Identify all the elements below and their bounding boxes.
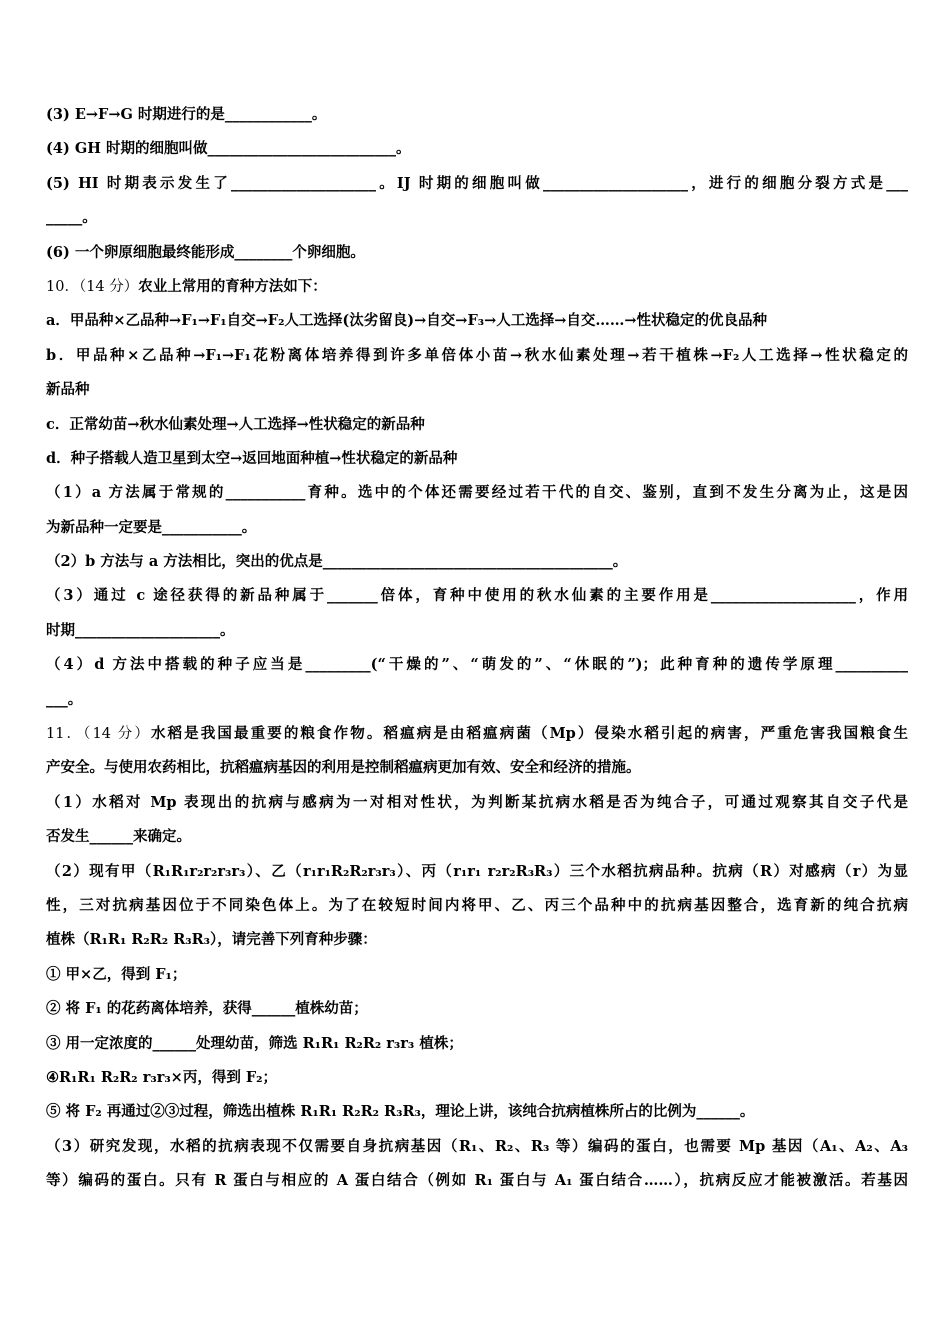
method-d: d．种子搭载人造卫星到太空→返回地面种植→性状稳定的新品种 bbox=[46, 449, 458, 467]
method-a: a．甲品种×乙品种→F₁→F₁自交→F₂人工选择(汰劣留良)→自交→F₃→人工选择→自交……→性状稳定的优良品种 bbox=[46, 312, 768, 330]
question-10-part-3: （3）通过 c 途径获得的新品种属于_______倍体，育种中使用的秋水仙素的主要作用是____________________，作用 bbox=[46, 587, 908, 605]
method-c: c．正常幼苗→秋水仙素处理→人工选择→性状稳定的新品种 bbox=[46, 415, 425, 433]
question-10-part-4-cont: ___。 bbox=[46, 690, 83, 708]
question-11-number: 11．（14 分） bbox=[46, 726, 151, 743]
question-9-part-3: (3) E→F→G 时期进行的是____________。 bbox=[46, 106, 327, 123]
question-11-part-3-cont: 等）编码的蛋白。只有 R 蛋白与相应的 A 蛋白结合（例如 R₁ 蛋白与 A₁ 蛋白结合……），抗病反应才能被激活。若基因 bbox=[46, 1172, 908, 1190]
question-9-part-5-cont: _____。 bbox=[46, 209, 97, 227]
question-11-part-3: （3）研究发现，水稻的抗病表现不仅需要自身抗病基因（R₁、R₂、R₃ 等）编码的蛋白，也需要 Mp 基因（A₁、A₂、A₃ bbox=[46, 1137, 908, 1155]
breeding-step-3: ③ 用一定浓度的______处理幼苗，筛选 R₁R₁ R₂R₂ r₃r₃ 植株； bbox=[46, 1034, 463, 1052]
question-10-part-1-cont: 为新品种一定要是___________。 bbox=[46, 518, 257, 536]
question-11-stem-cont: 产安全。与使用农药相比，抗稻瘟病基因的利用是控制稻瘟病更加有效、安全和经济的措施。 bbox=[46, 759, 641, 777]
question-11-text: 水稻是我国最重要的粮食作物。稻瘟病是由稻瘟病菌（Mp）侵染水稻引起的病害，严重危害我国粮食生 bbox=[150, 725, 909, 743]
question-11-part-2-cont2: 植株（R₁R₁ R₂R₂ R₃R₃），请完善下列育种步骤： bbox=[46, 931, 377, 949]
question-11-part-2-cont: 性，三对抗病基因位于不同染色体上。为了在较短时间内将甲、乙、丙三个品种中的抗病基因整合，选育新的纯合抗病 bbox=[46, 896, 908, 914]
question-10-part-4: （4）d 方法中搭载的种子应当是_________(“干燥的”、“萌发的”、“休眠的”)；此种育种的遗传学原理__________ bbox=[46, 656, 908, 674]
question-10-stem bbox=[46, 270, 908, 304]
method-b: b．甲品种×乙品种→F₁→F₁花粉离体培养得到许多单倍体小苗→秋水仙素处理→若干植株→F₂人工选择→性状稳定的 bbox=[46, 346, 908, 364]
question-9-part-4: (4) GH 时期的细胞叫做__________________________。 bbox=[46, 140, 411, 158]
breeding-step-1: ① 甲×乙，得到 F₁； bbox=[46, 965, 187, 983]
question-10-part-2: （2）b 方法与 a 方法相比，突出的优点是________________________________________。 bbox=[46, 553, 628, 571]
method-b-cont: 新品种 bbox=[46, 381, 90, 399]
question-11-part-1: （1）水稻对 Mp 表现出的抗病与感病为一对相对性状，为判断某抗病水稻是否为纯合子，可通过观察其自交子代是 bbox=[46, 793, 908, 811]
document-page bbox=[46, 98, 908, 1199]
question-10-part-3-cont: 时期____________________。 bbox=[46, 621, 235, 639]
question-10-part-1: （1）a 方法属于常规的___________育种。选中的个体还需要经过若干代的自交、鉴别，直到不发生分离为止，这是因 bbox=[46, 484, 908, 502]
question-9-part-6: (6) 一个卵原细胞最终能形成________个卵细胞。 bbox=[46, 243, 365, 261]
breeding-step-5: ⑤ 将 F₂ 再通过②③过程，筛选出植株 R₁R₁ R₂R₂ R₃R₃，理论上讲，该纯合抗病植株所占的比例为______。 bbox=[46, 1103, 755, 1121]
question-11-stem bbox=[46, 717, 908, 751]
question-9-part-5: (5) HI 时期表示发生了____________________。IJ 时期的细胞叫做____________________，进行的细胞分裂方式是___ bbox=[46, 174, 908, 192]
question-10-text: 农业上常用的育种方法如下： bbox=[138, 277, 327, 295]
breeding-step-4: ④R₁R₁ R₂R₂ r₃r₃×丙，得到 F₂； bbox=[46, 1068, 278, 1086]
breeding-step-2: ② 将 F₁ 的花药离体培养，获得______植株幼苗； bbox=[46, 1000, 368, 1018]
question-11-part-2: （2）现有甲（R₁R₁r₂r₂r₃r₃）、乙（r₁r₁R₂R₂r₃r₃）、丙（r₁r₁ r₂r₂R₃R₃）三个水稻抗病品种。抗病（R）对感病（r）为显 bbox=[46, 862, 908, 880]
question-11-part-1-cont: 否发生______来确定。 bbox=[46, 828, 191, 846]
question-10-number: 10．（14 分） bbox=[46, 278, 139, 295]
